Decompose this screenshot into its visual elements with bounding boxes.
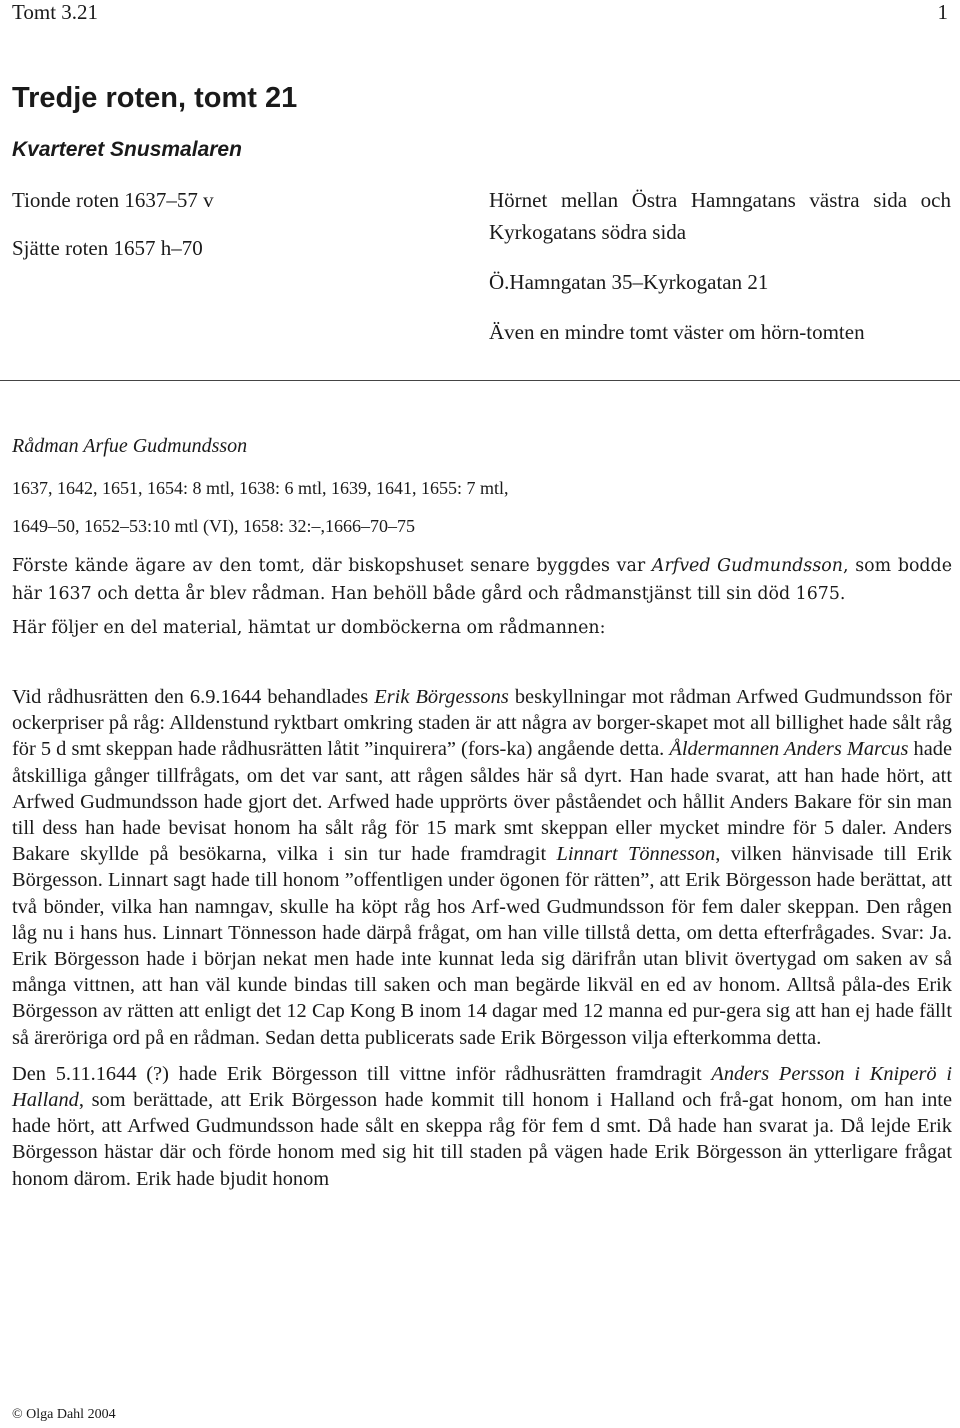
text-run-italic: Åldermannen Anders Marcus — [669, 738, 909, 761]
paragraph — [12, 684, 952, 1051]
intro-text — [12, 552, 952, 648]
text-run: Den 5.11.1644 (?) hade Erik Börgesson till vittne inför rådhusrätten framdragit — [12, 1062, 712, 1085]
tax-years-line: 1637, 1642, 1651, 1654: 8 mtl, 1638: 6 mtl, 1639, 1641, 1655: 7 mtl, — [12, 478, 509, 498]
text-run: , som berättade, att Erik Börgesson hade kommit till honom i Halland och frå-gat honom, om han inte hade hört, att Arfwed Gudmundsson hade sålt en skeppa råg för fem d smt. Då hade han svarat ja. Då lejde Erik Börgesson hästar där och förde honom med sig hit till staden på vägen hade Erik Börgesson än ytterligare frågat honom därom. Erik hade bjudit honom — [12, 1089, 952, 1190]
district-line: Sjätte roten 1657 h–70 — [12, 236, 203, 260]
text-run: Förste kände ägare av den tomt, där biskopshuset senare byggdes var — [12, 556, 652, 576]
paragraph — [12, 1061, 952, 1192]
header-plot-id: Tomt 3.21 — [12, 0, 99, 24]
page-subtitle: Kvarteret Snusmalaren — [12, 138, 242, 161]
text-run: Vid rådhusrätten den 6.9.1644 behandlades — [12, 686, 375, 708]
section-divider — [0, 380, 960, 381]
location-line: Även en mindre tomt väster om hörn-tomten — [489, 320, 865, 344]
text-run-italic: Anders Persson i Kniperö i Halland — [12, 1062, 952, 1112]
text-run-italic: Arfved Gudmundsson — [651, 556, 843, 576]
owner-name: Rådman Arfue Gudmundsson — [12, 435, 248, 457]
location-line: Hörnet mellan Östra Hamngatans västra sida och Kyrkogatans södra sida — [489, 188, 951, 244]
text-run: beskyllningar mot rådman Arfwed Gudmundsson för ockerpriser på råg: Alldenstund ryktbart omkring staden är att några av borger-skapet mot all billighet hade sålt råg för 5 d smt skeppan hade rådhusrätten låtit ”inquirera” (fors-ka) angående detta. — [12, 686, 952, 761]
text-run: hade åtskilliga gånger tillfrågats, om det var sant, att rågen såldes här så dyrt. Han hade svarat, att han hade hört, att Arfwed Gudmundsson hade gjort det. Arfwed hade upprörts över påståendet och hållit Anders Bakare för sin man till dess han hade bevisat honom ha sålt råg för 15 mark smt skeppan eller mycket mindre för 5 daler. Anders Bakare skyllde på besökarna, vilka i sin tur hade framdragit — [12, 738, 952, 866]
district-info — [12, 183, 452, 279]
text-run-italic: Erik Börgessons — [374, 686, 509, 708]
tax-years-line: 1649–50, 1652–53:10 mtl (VI), 1658: 32:–,1666–70–75 — [12, 516, 415, 536]
text-run: , som bodde här 1637 och detta år blev rådman. Han behöll både gård och rådmanstjänst till sin död 1675. — [12, 556, 952, 604]
district-line: Tionde roten 1637–57 v — [12, 188, 214, 212]
copyright-footer: © Olga Dahl 2004 — [12, 1407, 116, 1422]
text-run-italic: Linnart Tönnesson — [556, 843, 716, 866]
location-info — [489, 184, 951, 366]
page-number: 1 — [937, 0, 948, 24]
paragraph: Här följer en del material, hämtat ur domböckerna om rådmannen: — [12, 618, 606, 638]
paragraph — [12, 552, 952, 608]
text-run: , vilken hänvisade till Erik Börgesson. Linnart sagt hade till honom ”offentligen under ögonen för rätten”, att Erik Börgesson hade berättat, att två bönder, vilka han namngav, skulle ha köpt råg hos Arf-wed Gudmundsson för fem daler skeppan. Den rågen låg nu i hans hus. Linnart Tönnesson hade därpå frågat, om han ville tillstå detta, om detta efterfrågades. Svar: Ja. Erik Börgesson hade i början nekat men hade inte kunnat leda sig därifrån utan blivit övertygad om saken av så många vittnen, att han väl kunde bindas till saken och man begärde likväl en ed av honom. Alltså påla-des Erik Börgesson av rätten att enligt det 12 Cap Kong B inom 14 dagar med 12 manna ed pur-gera sig att han ej hade fällt så äreröriga ord på en rådman. Sedan detta publicerats sade Erik Börgesson vilja efterkomma detta. — [12, 843, 952, 1049]
page-header — [12, 0, 948, 24]
location-line: Ö.Hamngatan 35–Kyrkogatan 21 — [489, 270, 769, 294]
court-records-text — [12, 684, 952, 1202]
page-title: Tredje roten, tomt 21 — [12, 82, 298, 114]
